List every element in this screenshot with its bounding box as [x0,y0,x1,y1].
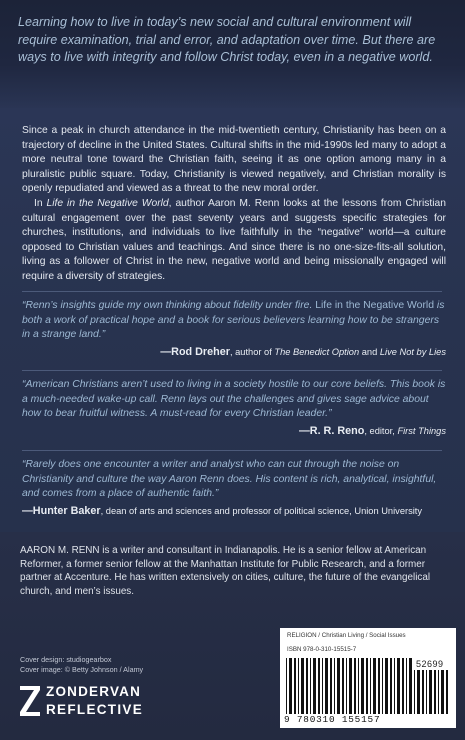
divider [22,291,442,292]
description-paragraph-1: Since a peak in church attendance in the mid-twentieth century, Christianity has been on a trajectory of decline in the United States. Cultural shifts in the mid-1990s led many to adopt a more neutral tone toward the Christian faith, seeing it as one option among many in a pluralistic public square. Today, Christianity is viewed negatively, and Christian morality is openly repudiated and viewed as a threat to the new moral order. [22,125,446,195]
endorsement-dreher [22,299,446,360]
endorsement-quote: “Rarely does one encounter a writer and analyst who can cut through the noise on Christianity and culture the way Aaron Renn does. His content is rich, analytical, insightful, and comes from a place of authentic faith.” [22,459,437,500]
publisher-logo [20,684,170,724]
tagline: Learning how to live in today’s new social and cultural environment will require examination, trial and error, and adaptation over time. But there are ways to live with integrity and follow Christ today, even in a negative world. [18,15,436,64]
description-paragraph-2: In Life in the Negative World, author Aaron M. Renn looks at the lessons from Christian cultural engagement over the past seventy years and suggests specific strategies for churches, institutions, and individuals to live faithfully in the “negative” world—a culture opposed to Christian values and teachings. And since there is no one-size-fits-all solution, living as a follower of Christ in the new, negative world and being missionally engaged will require a diversity of strategies. [22,197,446,282]
endorsement-quote: “American Christians aren’t used to living in a society hostile to our core beliefs. This book is a much-needed wake-up call. Renn lays out the challenges and gives sage advice about how to bear fruitful witness. A must-read for every Christian leader.” [22,379,446,420]
barcode-digits: 9 780310 155157 [284,714,381,725]
endorsement-attribution: —Rod Dreher, author of The Benedict Option and Live Not by Lies [160,345,446,358]
zondervan-z-icon [20,686,40,716]
divider [22,450,442,451]
price-barcode [414,670,450,714]
endorsement-quote: “Renn’s insights guide my own thinking about fidelity under fire. Life in the Negative World is both a work of practical hope and a book for serious believers learning how to be strangers in a strange land.” [22,300,445,341]
subject-category: RELIGION / Christian Living / Social Issues [287,632,406,639]
price-code: 52699 [416,659,444,669]
isbn-label: ISBN 978-0-310-15515-7 [287,646,357,653]
book-description [22,124,446,285]
divider [22,370,442,371]
cover-image-credit: Cover image: © Betty Johnson / Alamy [20,665,144,674]
endorsement-reno [22,378,446,439]
book-title-ref: Life in the Negative World [46,197,169,209]
author-bio: AARON M. RENN is a writer and consultant in Indianapolis. He is a senior fellow at American Reformer, a former senior fellow at the Manhattan Institute for Public Research, and a former partner at Accenture. He has written extensively on cities, culture, the future of the evangelical church, and men’s issues. [20,545,431,597]
tagline-band [0,0,465,108]
isbn-barcode [286,658,412,714]
cover-design-credit: Cover design: studiogearbox [20,655,112,664]
endorsement-baker [22,458,446,519]
barcode-box [280,628,456,728]
endorsement-attribution: —Hunter Baker, dean of arts and sciences and professor of political science, Union University [22,504,423,517]
publisher-name: ZONDERVAN [46,684,142,699]
cover-credits [20,655,220,675]
endorsement-attribution: —R. R. Reno, editor, First Things [298,424,446,437]
publisher-imprint: REFLECTIVE [46,702,144,717]
